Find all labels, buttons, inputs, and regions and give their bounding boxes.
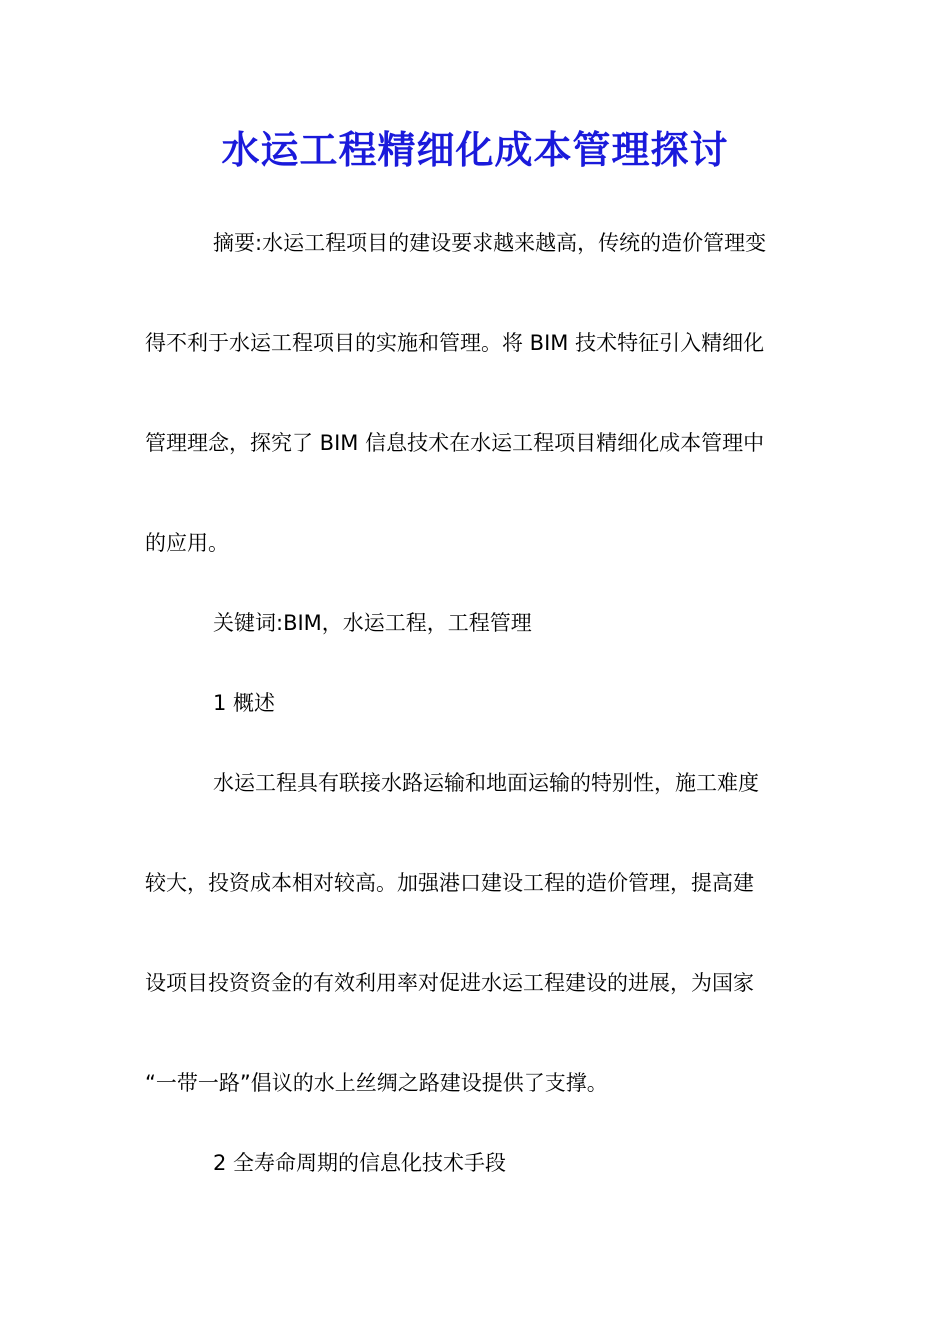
section-1-heading: 1 概述: [213, 691, 276, 715]
document-title: 水运工程精细化成本管理探讨: [221, 128, 729, 172]
keywords-line: 关键词:BIM，水运工程，工程管理: [213, 611, 532, 635]
body-line-1: 水运工程具有联接水路运输和地面运输的特别性，施工难度: [213, 771, 759, 795]
abstract-line-3: 管理理念，探究了 BIM 信息技术在水运工程项目精细化成本管理中: [145, 431, 765, 455]
body-line-4: “一带一路”倡议的水上丝绸之路建设提供了支撑。: [145, 1071, 608, 1095]
abstract-line-2: 得不利于水运工程项目的实施和管理。将 BIM 技术特征引入精细化: [145, 331, 765, 355]
body-line-2: 较大，投资成本相对较高。加强港口建设工程的造价管理，提高建: [145, 871, 754, 895]
abstract-line-4: 的应用。: [145, 531, 229, 555]
abstract-line-1: 摘要:水运工程项目的建设要求越来越高，传统的造价管理变: [213, 231, 767, 255]
section-2-heading: 2 全寿命周期的信息化技术手段: [213, 1151, 507, 1175]
body-line-3: 设项目投资资金的有效利用率对促进水运工程建设的进展，为国家: [145, 971, 754, 995]
